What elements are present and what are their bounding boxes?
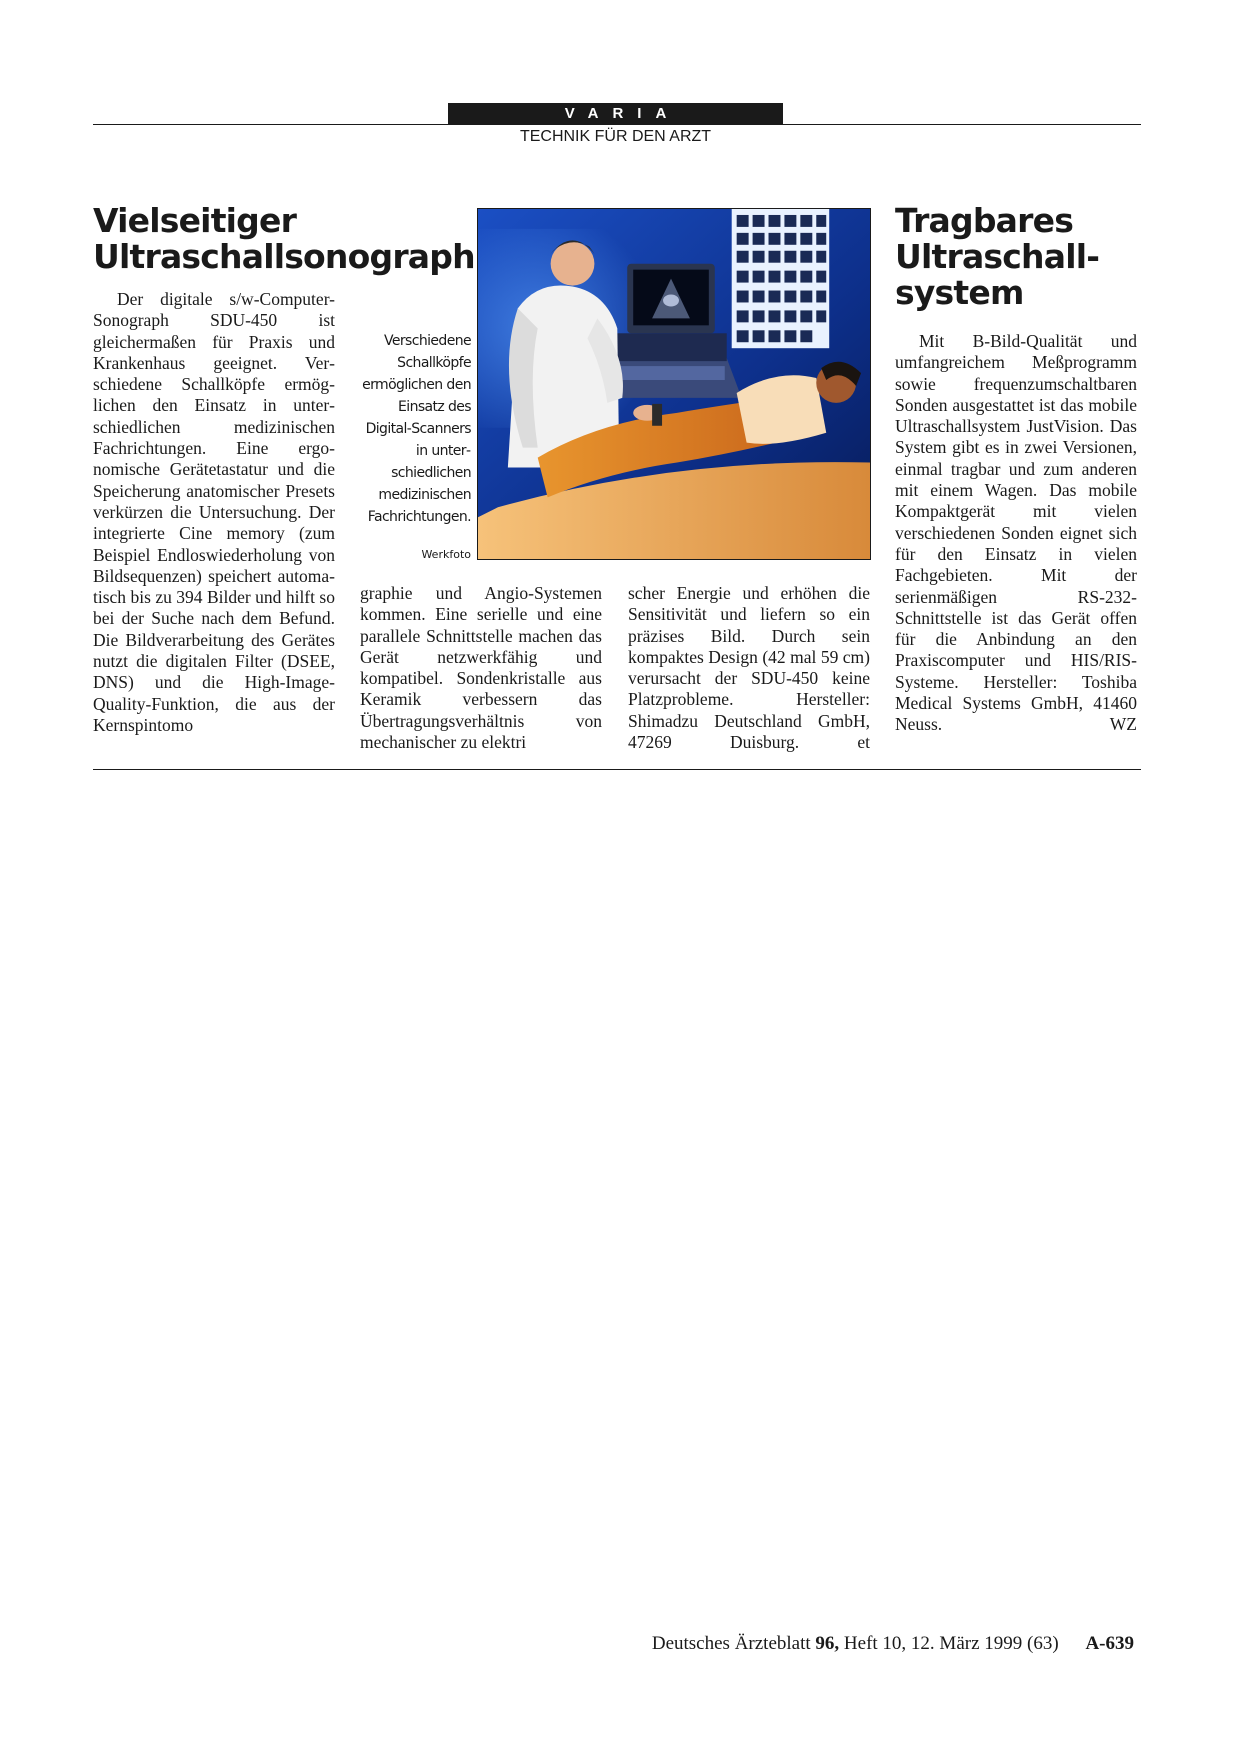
article1-title [93,203,475,275]
article1-author: et [857,732,870,753]
article1-column-3 [628,583,870,753]
page-footer [652,1633,1134,1655]
article2-title [895,203,1099,311]
article2-title-line2: Ultraschall- [895,237,1100,276]
article1-column-2 [360,583,602,753]
page-number: A-639 [1085,1633,1134,1654]
figure-credit: Werkfoto [421,548,471,561]
article-bottom-rule [93,769,1141,770]
article1-column-1 [93,289,335,736]
subsection-label: TECHNIK FÜR DEN ARZT [519,128,712,145]
journal-volume: 96, [815,1633,840,1654]
article2-title-line3: system [895,273,1024,312]
ultrasound-exam-photo [477,208,871,560]
journal-issue: Heft 10, 12. März 1999 (63) [843,1633,1059,1654]
article2-column [895,331,1137,736]
section-label: VARIA [448,103,783,124]
photo-ultrasound-exam-icon [478,209,870,559]
article1-paragraph-cont: graphie und Angio-Systemen kommen. Eine serielle und eine parallele Schnittstelle machen das Gerät netzwerkfähig und kompatibel. Sondenkristalle aus Keramik verbessern das Übertragungsverhältnis von mechanischer zu elektri [360,583,602,753]
article1-title-line1: Vielseitiger [93,201,297,240]
article2-author: WZ [1109,714,1137,735]
article1-paragraph: Der digitale s/w-Computer-Sonograph SDU-450 ist gleichermaßen für Praxis und Krankenhaus geeignet. Verschiedene Schallköpfe ermöglichen den Einsatz in unterschiedlichen medizinischen Fachrichtungen. Eine ergonomische Gerätetastatur und die Speicherung anatomischer Presets verkürzen die Untersuchung. Der integrierte Cine memory (zum Beispiel Endloswiederholung von Bildsequenzen) speichert automatisch bis zu 394 Bilder und hilft so bei der Suche nach dem Befund. Die Bildverarbeitung des Gerätes nutzt die digitalen Filter (DSEE, DNS) und die High-Image-Quality-Funktion, die aus der Kernspintomo [93,289,335,735]
article1-paragraph-end: scher Energie und erhöhen die Sensitivität und liefern so ein präzises Bild. Durch sein kompaktes Design (42 mal 59 cm) verursacht der SDU-450 keine Platzprobleme. Hersteller: Shimadzu Deutschland GmbH, 47269 Duisburg. [628,583,870,753]
journal-name: Deutsches Ärzteblatt [651,1633,811,1654]
article2-title-line1: Tragbares [895,201,1074,240]
article1-title-line2: Ultraschallsonograph [93,237,475,276]
figure-caption: Verschiedene Schallköpfe ermöglichen den Einsatz des Digital-Scanners in unterschiedlichen medizinischen Fachrichtungen. [362,333,471,525]
article2-paragraph: Mit B-Bild-Qualität und umfangreichem Meßprogramm sowie frequenzumschaltbaren Sonden ausgestattet ist das mobile Ultraschallsystem JustVision. Das System gibt es in zwei Versionen, einmal tragbar und zum anderen mit einem Wagen. Das mobile Kompaktgerät mit vielen verschiedenen Sonden eignet sich für den Einsatz in vielen Fachgebieten. Mit der serienmäßigen RS-232-Schnittstelle ist das Gerät offen für die Anbindung an den Praxiscomputer und HIS/RIS-Systeme. Hersteller: Toshiba Medical Systems GmbH, 41460 Neuss. [895,331,1137,735]
header-rule [93,124,1141,125]
